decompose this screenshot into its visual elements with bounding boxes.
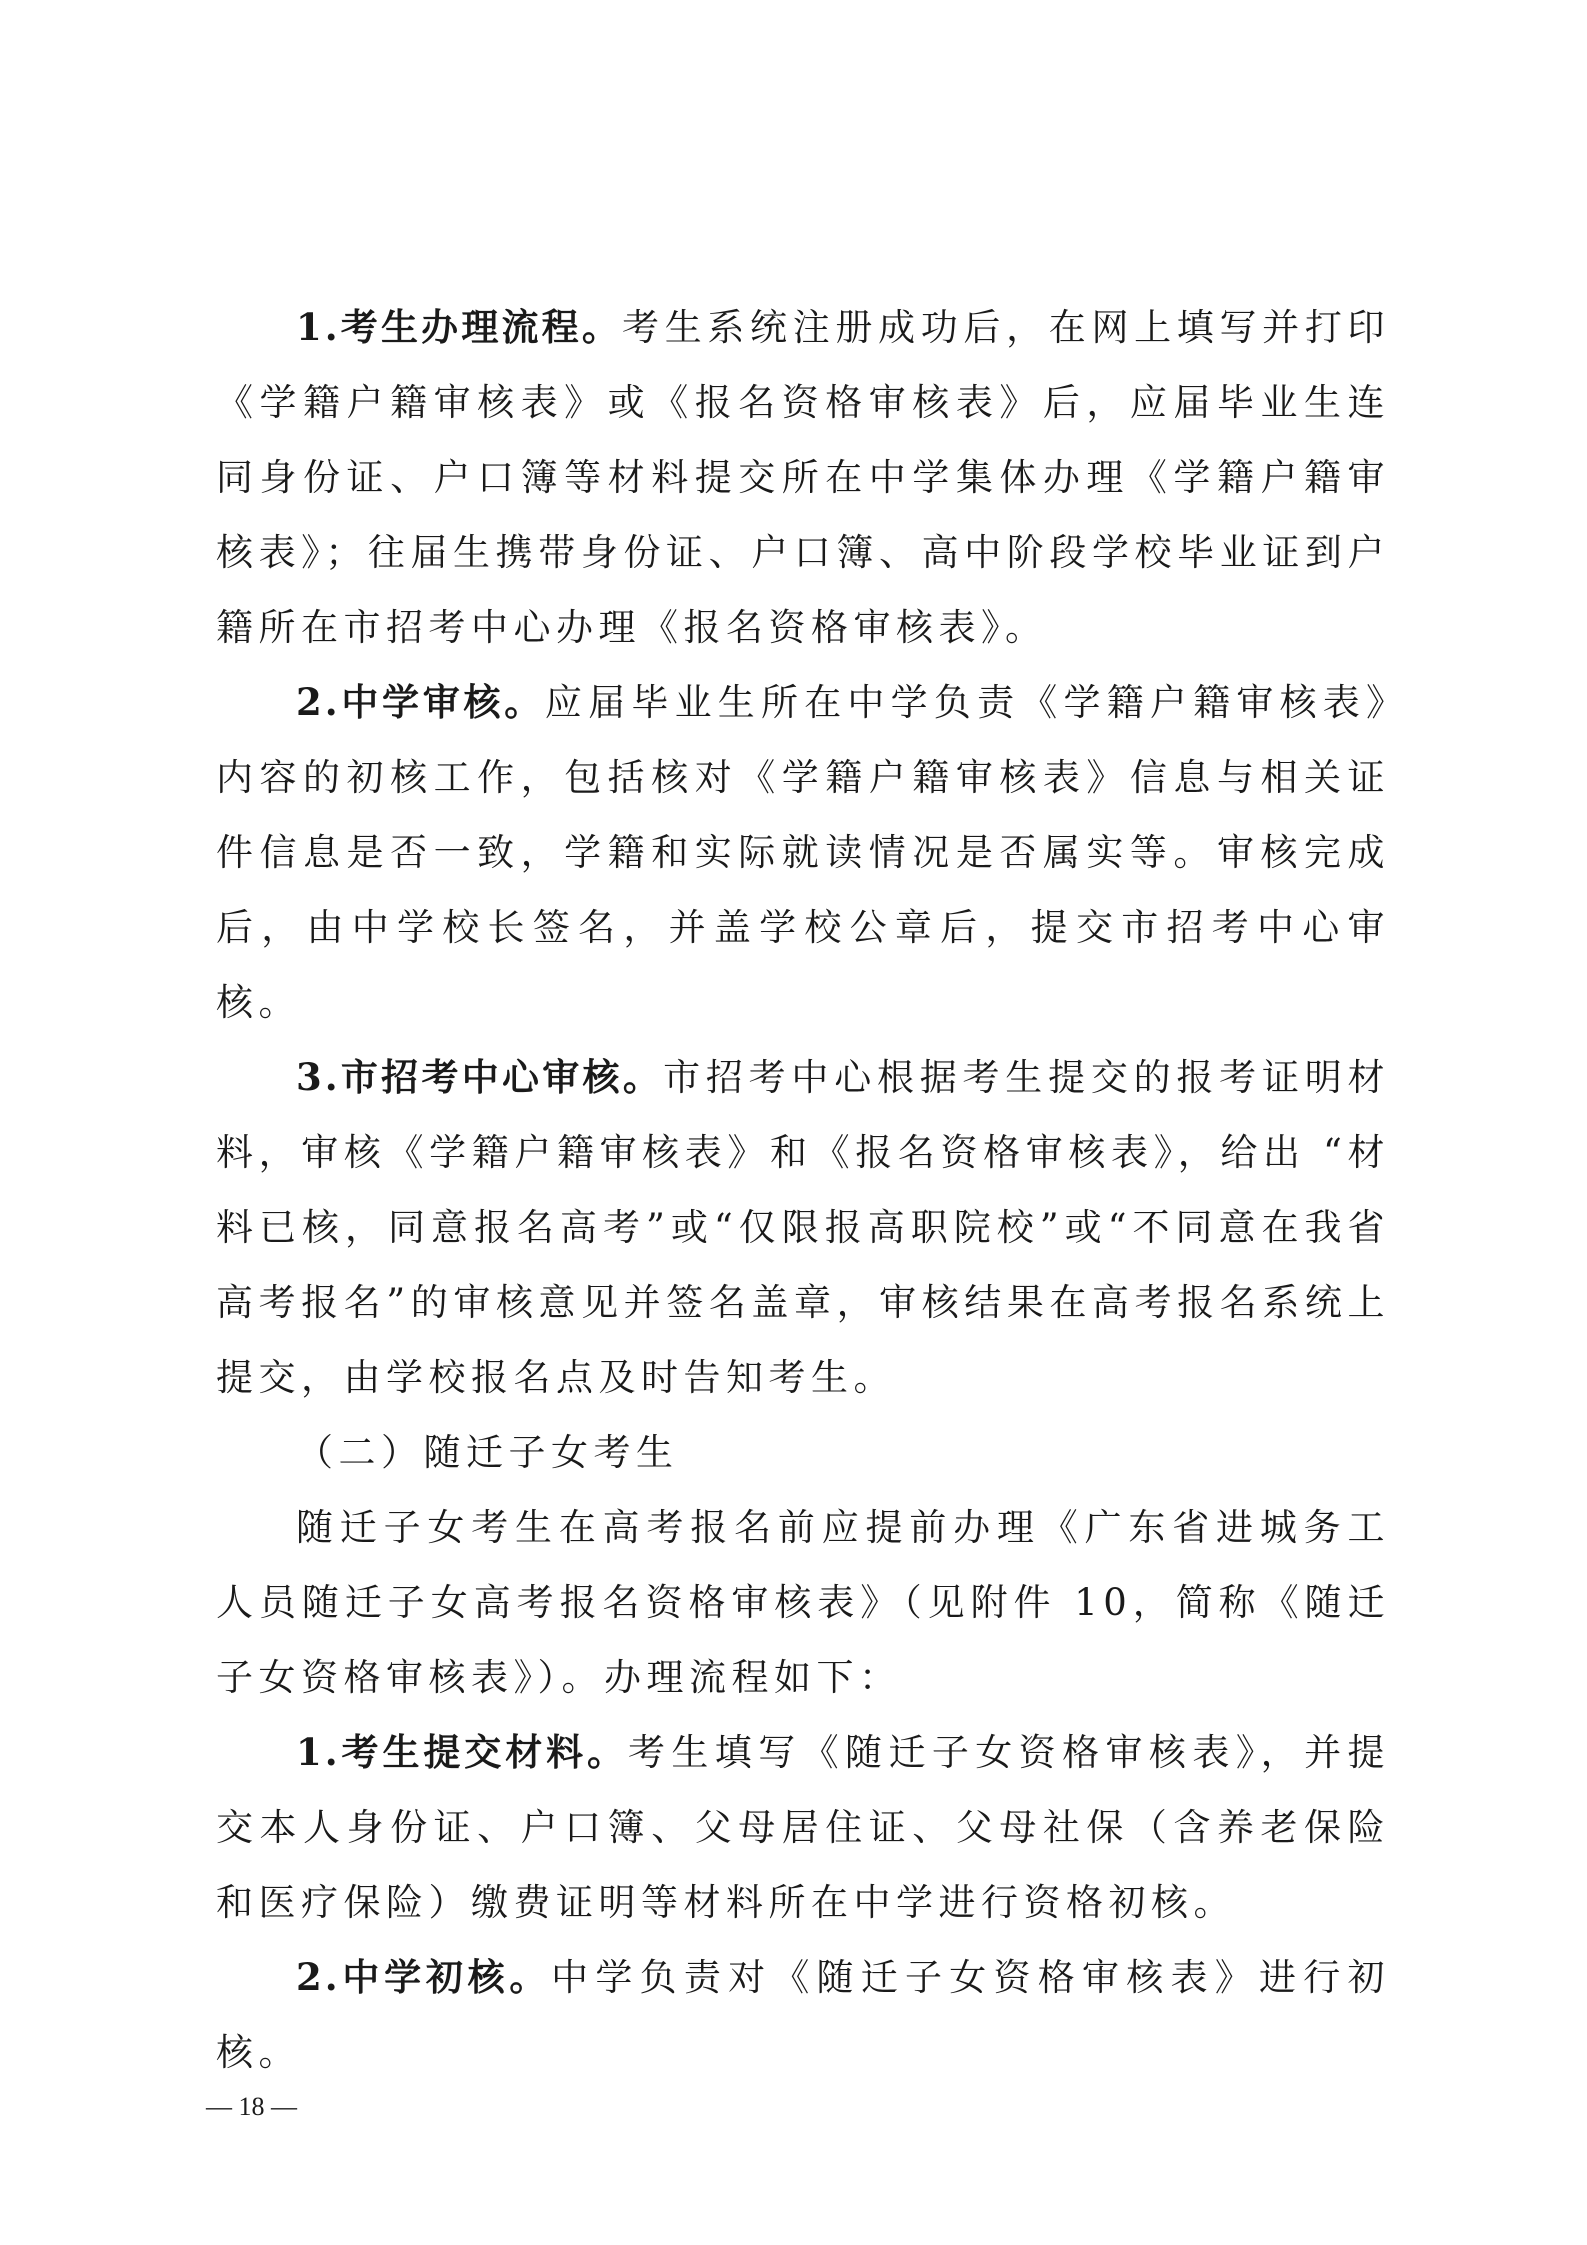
section-heading-migrant-children xyxy=(216,1415,1390,1490)
paragraph-text: 考生填写《随迁子女资格审核表》，并提交本人身份证、户口簿、父母居住证、父母社保（含养老保险和医疗保险）缴费证明等材料所在中学进行资格初核。 xyxy=(216,1731,1390,1924)
paragraph-school-review xyxy=(216,665,1390,1040)
paragraph-text: 中学负责对《随迁子女资格审核表》进行初核。 xyxy=(216,1956,1390,2074)
paragraph-heading: 2.中学审核。 xyxy=(296,680,545,724)
paragraph-city-review xyxy=(216,1040,1390,1415)
paragraph-heading: 1.考生提交材料。 xyxy=(296,1730,628,1774)
paragraph-text: 应届毕业生所在中学负责《学籍户籍审核表》内容的初核工作，包括核对《学籍户籍审核表》信息与相关证件信息是否一致，学籍和实际就读情况是否属实等。审核完成后，由中学校长签名，并盖学校公章后，提交市招考中心审核。 xyxy=(216,681,1390,1024)
paragraph-text: 市招考中心根据考生提交的报考证明材料，审核《学籍户籍审核表》和《报名资格审核表》，给出 “材料已核，同意报名高考”或“仅限报高职院校”或“不同意在我省高考报名”的审核意见并签名盖章，审核结果在高考报名系统上提交，由学校报名点及时告知考生。 xyxy=(216,1056,1390,1399)
paragraph-heading: 1.考生办理流程。 xyxy=(296,305,623,349)
paragraph-heading: 3.市招考中心审核。 xyxy=(296,1055,664,1099)
paragraph-heading: 2.中学初核。 xyxy=(296,1955,552,1999)
paragraph-text: 随迁子女考生在高考报名前应提前办理《广东省进城务工人员随迁子女高考报名资格审核表》（见附件 10，简称《随迁子女资格审核表》）。办理流程如下： xyxy=(216,1506,1390,1699)
page-number: — 18 — xyxy=(206,2092,297,2121)
paragraph-submit-materials xyxy=(216,1715,1390,1940)
section-heading-text: （二）随迁子女考生 xyxy=(296,1431,679,1474)
paragraph-exam-procedure xyxy=(216,290,1390,665)
paragraph-text: 考生系统注册成功后，在网上填写并打印《学籍户籍审核表》或《报名资格审核表》后，应届毕业生连同身份证、户口簿等材料提交所在中学集体办理《学籍户籍审核表》；往届生携带身份证、户口簿、高中阶段学校毕业证到户籍所在市招考中心办理《报名资格审核表》。 xyxy=(216,306,1390,649)
paragraph-migrant-intro xyxy=(216,1490,1390,1715)
paragraph-school-initial-review xyxy=(216,1940,1390,2090)
document-body xyxy=(216,290,1390,2090)
